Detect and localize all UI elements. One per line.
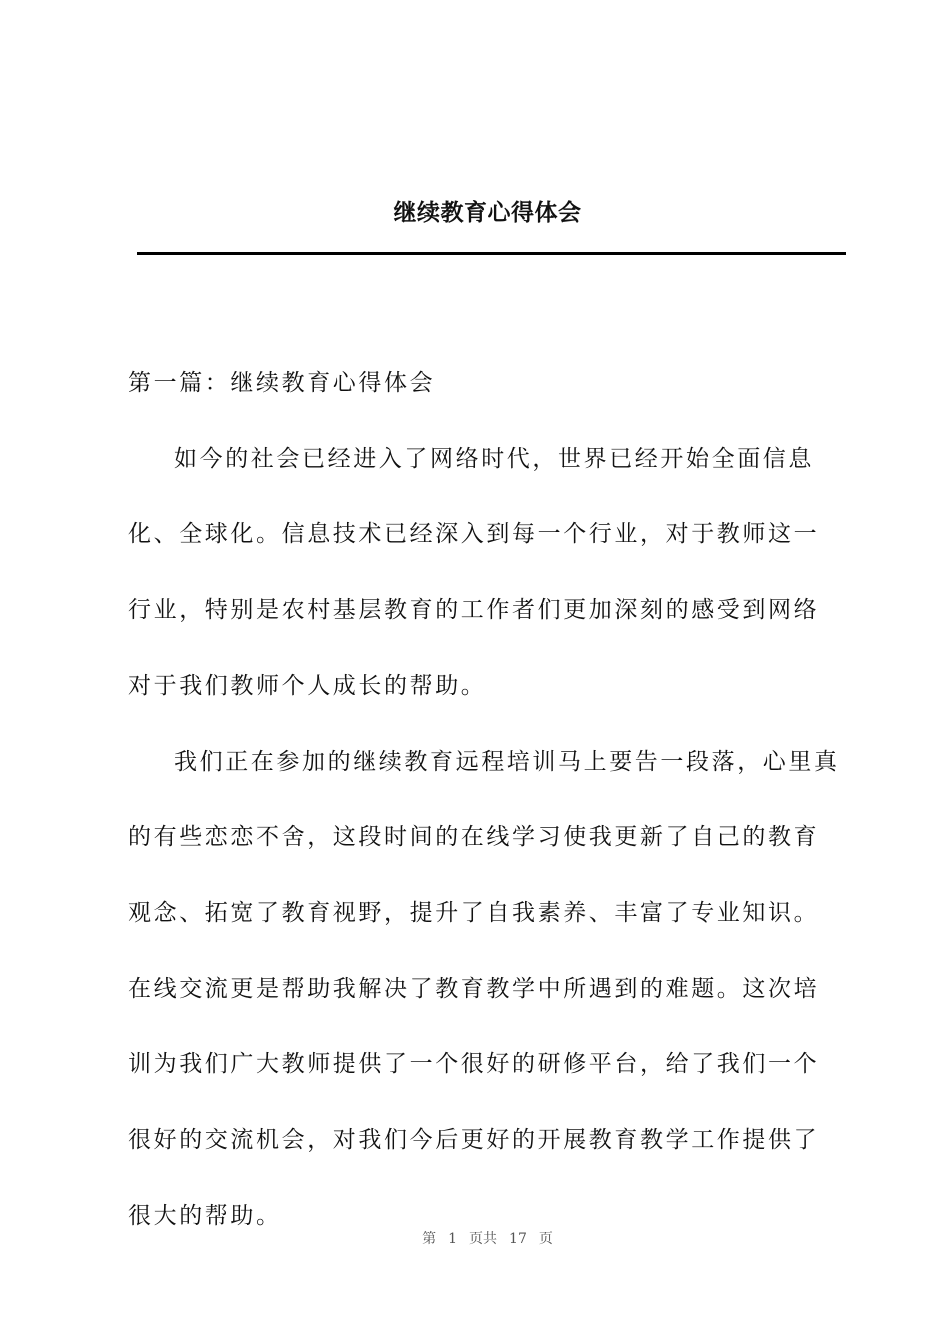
footer-total-pages: 17 [509, 1231, 527, 1247]
section-heading: 第一篇：继续教育心得体会 [128, 370, 436, 396]
footer-page-prefix: 第 [422, 1231, 437, 1247]
title-underline-rule [137, 252, 846, 255]
footer-page-suffix: 页 [538, 1231, 553, 1247]
footer-page-middle: 页共 [469, 1231, 498, 1247]
paragraph-1: 如今的社会已经进入了网络时代，世界已经开始全面信息化、全球化。信息技术已经深入到每一个行业，对于教师这一行业，特别是农村基层教育的工作者们更加深刻的感受到网络对于我们教师个人成长的帮助。 [128, 445, 820, 699]
paragraph-2: 我们正在参加的继续教育远程培训马上要告一段落，心里真的有些恋恋不舍，这段时间的在线学习使我更新了自己的教育观念、拓宽了教育视野，提升了自我素养、丰富了专业知识。在线交流更是帮助我解决了教育教学中所遇到的难题。这次培训为我们广大教师提供了一个很好的研修平台，给了我们一个很好的交流机会，对我们今后更好的开展教育教学工作提供了很大的帮助。 [128, 748, 840, 1229]
page-footer [0, 1229, 950, 1249]
document-body [128, 346, 844, 1254]
document-title: 继续教育心得体会 [393, 200, 582, 226]
footer-current-page: 1 [448, 1231, 458, 1247]
